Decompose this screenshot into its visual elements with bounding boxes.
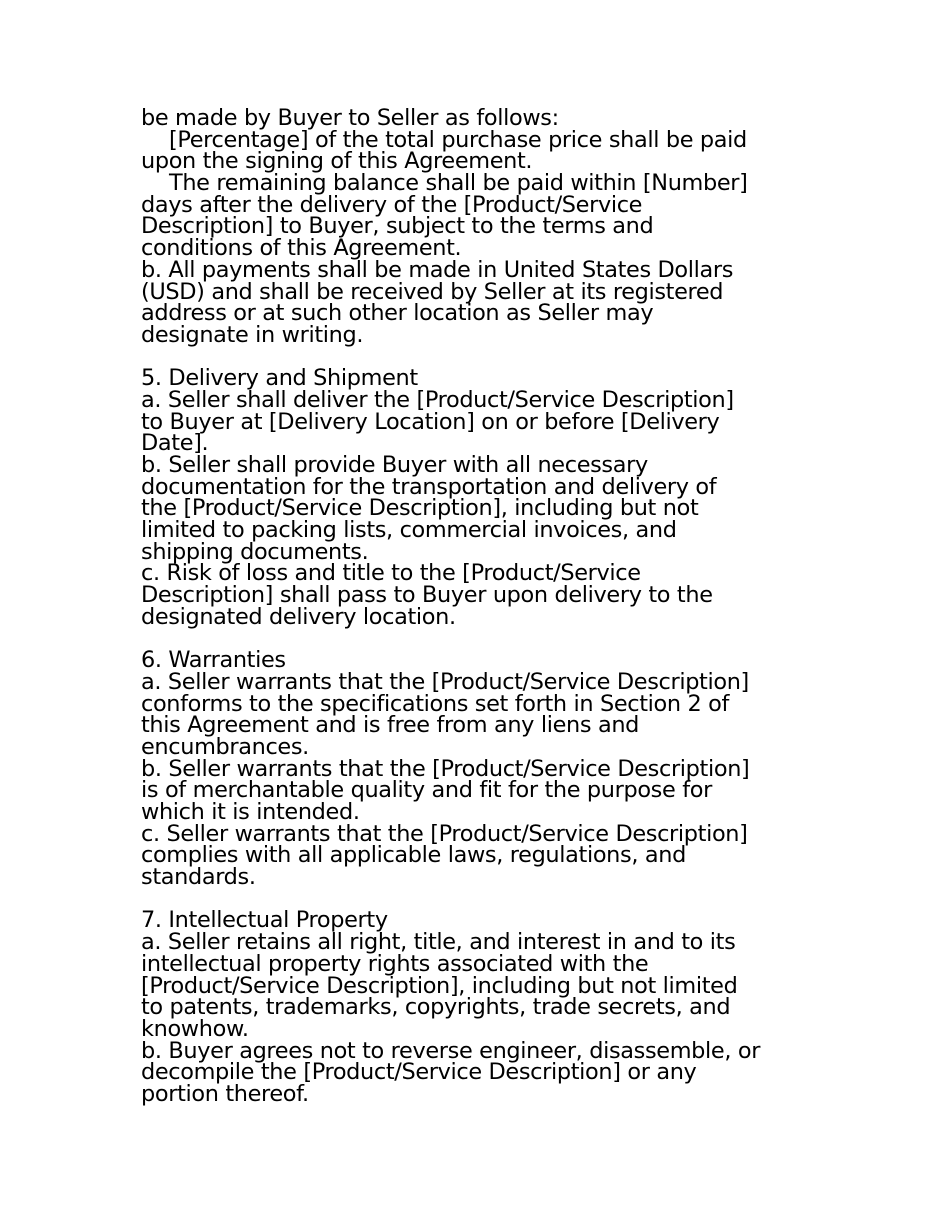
text-line: knowhow. (141, 1015, 249, 1042)
text-line: b. Buyer agrees not to reverse engineer, disassemble, or (141, 1037, 761, 1064)
text-line: portion thereof. (141, 1080, 309, 1107)
payment-first-installment (141, 126, 821, 175)
text-line: designated delivery location. (141, 603, 456, 630)
text-line: this Agreement and is free from any liens and (141, 712, 640, 739)
text-line: Description] to Buyer, subject to the terms and (141, 213, 654, 240)
text-line: address or at such other location as Seller may (141, 300, 654, 327)
text-line: which it is intended. (141, 799, 360, 825)
payment-intro: be made by Buyer to Seller as follows: (141, 105, 559, 131)
text-line: Description] shall pass to Buyer upon delivery to the (141, 582, 713, 609)
section-heading: 6. Warranties (141, 647, 286, 674)
text-line: a. Seller retains all right, title, and interest in and to its (141, 929, 736, 956)
text-line: (USD) and shall be received by Seller at its registered (141, 278, 724, 305)
text-line: complies with all applicable laws, regulations, and (141, 842, 686, 869)
text-line: shipping documents. (141, 538, 369, 565)
text-line: b. Seller shall provide Buyer with all necessary (141, 452, 648, 478)
text-line: b. All payments shall be made in United States Dollars (141, 256, 734, 283)
text-line: decompile the [Product/Service Description] or any (141, 1059, 697, 1086)
section-heading: 7. Intellectual Property (141, 907, 388, 934)
text-line: c. Risk of loss and title to the [Product/Service (141, 560, 641, 587)
text-line: conditions of this Agreement. (141, 235, 462, 262)
text-line: days after the delivery of the [Product/Service (141, 191, 643, 218)
document-page (141, 105, 821, 1107)
text-line: [Percentage] of the total purchase price shall be paid (169, 126, 747, 153)
text-line: conforms to the specifications set forth in Section 2 of (141, 690, 730, 717)
text-line: intellectual property rights associated with the (141, 950, 649, 977)
text-line: to patents, trademarks, copyrights, trade secrets, and (141, 994, 731, 1021)
section-intellectual-property (141, 907, 821, 1107)
text-line: Date]. (141, 430, 209, 457)
text-line: encumbrances. (141, 733, 309, 760)
section-heading: 5. Delivery and Shipment (141, 365, 418, 392)
text-line: a. Seller shall deliver the [Product/Service Description] (141, 386, 734, 413)
text-line: [Product/Service Description], including but not limited (141, 972, 738, 999)
text-line: the [Product/Service Description], including but not (141, 495, 699, 522)
text-line: documentation for the transportation and delivery of (141, 473, 717, 500)
text-line: to Buyer at [Delivery Location] on or before [Delivery (141, 408, 720, 435)
section-warranties (141, 647, 821, 891)
text-line: limited to packing lists, commercial invoices, and (141, 517, 677, 544)
section-delivery-shipment (141, 365, 821, 630)
payment-clause-b (141, 256, 821, 348)
payment-remaining-balance (141, 170, 821, 262)
text-line: standards. (141, 864, 256, 891)
text-line: c. Seller warrants that the [Product/Service Description] (141, 820, 748, 847)
text-line: is of merchantable quality and fit for the purpose for (141, 777, 712, 804)
text-line: a. Seller warrants that the [Product/Service Description] (141, 668, 749, 695)
text-line: upon the signing of this Agreement. (141, 148, 533, 175)
text-line: designate in writing. (141, 321, 364, 348)
text-line: The remaining balance shall be paid within [Number] (169, 170, 748, 197)
text-line: b. Seller warrants that the [Product/Service Description] (141, 755, 750, 782)
